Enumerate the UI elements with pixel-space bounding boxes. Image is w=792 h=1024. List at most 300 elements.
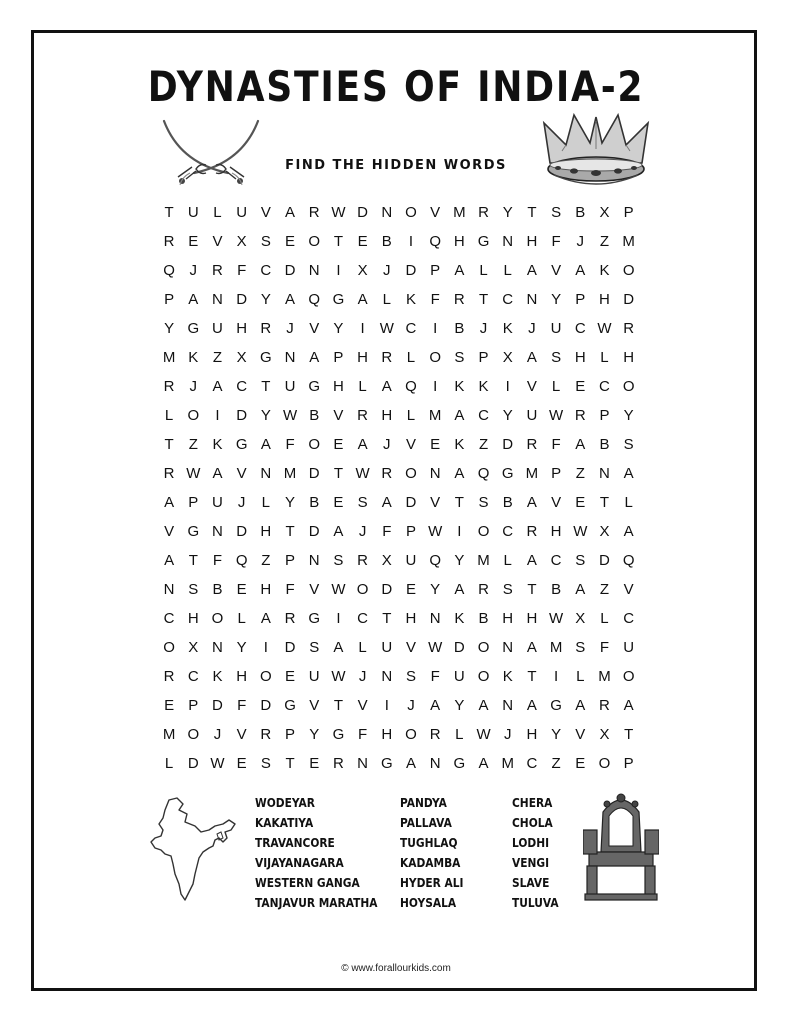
grid-letter[interactable]: O bbox=[598, 755, 611, 772]
grid-letter[interactable]: A bbox=[526, 639, 537, 656]
grid-letter[interactable]: M bbox=[549, 639, 563, 656]
grid-letter[interactable]: K bbox=[188, 349, 199, 366]
grid-letter[interactable]: F bbox=[237, 697, 247, 714]
grid-letter[interactable]: U bbox=[526, 407, 538, 424]
grid-letter[interactable]: R bbox=[260, 726, 272, 743]
grid-letter[interactable]: D bbox=[623, 291, 635, 308]
grid-letter[interactable]: U bbox=[212, 494, 223, 511]
grid-letter[interactable]: E bbox=[236, 755, 247, 772]
grid-letter[interactable]: X bbox=[357, 262, 368, 279]
grid-letter[interactable]: H bbox=[405, 610, 417, 627]
grid-letter[interactable]: D bbox=[453, 639, 465, 656]
grid-letter[interactable]: K bbox=[599, 262, 610, 279]
grid-letter[interactable]: R bbox=[478, 204, 489, 221]
grid-letter[interactable]: A bbox=[405, 755, 416, 772]
grid-letter[interactable]: Q bbox=[308, 291, 321, 308]
grid-letter[interactable]: K bbox=[212, 668, 223, 685]
grid-letter[interactable]: C bbox=[599, 378, 610, 395]
grid-letter[interactable]: I bbox=[457, 523, 462, 540]
grid-letter[interactable]: B bbox=[212, 581, 223, 598]
grid-letter[interactable]: W bbox=[573, 523, 588, 540]
grid-letter[interactable]: N bbox=[212, 291, 223, 308]
grid-letter[interactable]: S bbox=[575, 639, 586, 656]
grid-letter[interactable]: I bbox=[408, 233, 414, 250]
grid-letter[interactable]: K bbox=[454, 378, 465, 395]
grid-letter[interactable]: L bbox=[382, 291, 391, 308]
grid-letter[interactable]: G bbox=[308, 378, 321, 395]
grid-letter[interactable]: H bbox=[187, 610, 199, 627]
grid-letter[interactable]: H bbox=[332, 378, 344, 395]
grid-letter[interactable]: V bbox=[357, 697, 368, 714]
grid-letter[interactable]: J bbox=[237, 494, 246, 511]
grid-letter[interactable]: G bbox=[308, 610, 321, 627]
grid-letter[interactable]: W bbox=[186, 465, 201, 482]
grid-letter[interactable]: V bbox=[309, 581, 320, 598]
grid-letter[interactable]: R bbox=[260, 320, 272, 337]
grid-letter[interactable]: J bbox=[358, 668, 367, 685]
grid-letter[interactable]: C bbox=[405, 320, 417, 337]
grid-letter[interactable]: G bbox=[332, 726, 345, 743]
grid-letter[interactable]: T bbox=[599, 494, 610, 511]
grid-letter[interactable]: G bbox=[187, 320, 200, 337]
grid-letter[interactable]: W bbox=[379, 320, 394, 337]
grid-letter[interactable]: Q bbox=[163, 262, 175, 279]
grid-letter[interactable]: O bbox=[477, 668, 490, 685]
grid-letter[interactable]: N bbox=[381, 668, 393, 685]
grid-letter[interactable]: W bbox=[355, 465, 370, 482]
grid-letter[interactable]: U bbox=[187, 204, 199, 221]
grid-letter[interactable]: G bbox=[453, 755, 466, 772]
grid-letter[interactable]: F bbox=[212, 552, 223, 569]
grid-letter[interactable]: D bbox=[357, 204, 369, 221]
grid-letter[interactable]: N bbox=[284, 349, 296, 366]
grid-letter[interactable]: L bbox=[551, 378, 561, 395]
grid-letter[interactable]: V bbox=[309, 320, 320, 337]
grid-letter[interactable]: O bbox=[308, 233, 321, 250]
grid-letter[interactable]: C bbox=[526, 755, 538, 772]
grid-letter[interactable]: Y bbox=[236, 639, 247, 656]
grid-letter[interactable]: P bbox=[575, 291, 586, 308]
grid-letter[interactable]: G bbox=[380, 755, 393, 772]
grid-letter[interactable]: F bbox=[551, 233, 561, 250]
grid-letter[interactable]: S bbox=[575, 552, 586, 569]
grid-letter[interactable]: U bbox=[405, 552, 417, 569]
grid-letter[interactable]: G bbox=[477, 233, 490, 250]
grid-letter[interactable]: M bbox=[525, 465, 539, 482]
grid-letter[interactable]: Y bbox=[430, 581, 441, 598]
grid-letter[interactable]: R bbox=[357, 552, 369, 569]
grid-letter[interactable]: N bbox=[260, 465, 272, 482]
grid-letter[interactable]: Z bbox=[575, 465, 585, 482]
grid-letter[interactable]: T bbox=[285, 523, 295, 540]
grid-letter[interactable]: X bbox=[502, 349, 513, 366]
grid-letter[interactable]: L bbox=[624, 494, 633, 511]
grid-letter[interactable]: R bbox=[599, 697, 610, 714]
grid-letter[interactable]: C bbox=[623, 610, 635, 627]
grid-letter[interactable]: I bbox=[505, 378, 510, 395]
grid-letter[interactable]: L bbox=[479, 262, 488, 279]
grid-letter[interactable]: E bbox=[285, 668, 296, 685]
grid-letter[interactable]: A bbox=[478, 697, 489, 714]
grid-letter[interactable]: F bbox=[430, 668, 440, 685]
grid-letter[interactable]: D bbox=[260, 697, 272, 714]
grid-letter[interactable]: Q bbox=[622, 552, 635, 569]
grid-letter[interactable]: Y bbox=[260, 407, 271, 424]
grid-letter[interactable]: W bbox=[549, 407, 564, 424]
grid-letter[interactable]: C bbox=[260, 262, 272, 279]
grid-letter[interactable]: V bbox=[526, 378, 537, 395]
grid-letter[interactable]: R bbox=[212, 262, 223, 279]
grid-letter[interactable]: Q bbox=[235, 552, 248, 569]
grid-letter[interactable]: H bbox=[526, 233, 538, 250]
grid-letter[interactable]: E bbox=[333, 436, 344, 453]
grid-letter[interactable]: A bbox=[164, 494, 175, 511]
grid-letter[interactable]: M bbox=[453, 204, 466, 221]
grid-letter[interactable]: N bbox=[308, 262, 320, 279]
grid-letter[interactable]: N bbox=[212, 639, 223, 656]
grid-letter[interactable]: N bbox=[163, 581, 175, 598]
grid-letter[interactable]: K bbox=[502, 668, 513, 685]
grid-letter[interactable]: T bbox=[527, 581, 537, 598]
grid-letter[interactable]: T bbox=[261, 378, 271, 395]
grid-letter[interactable]: O bbox=[622, 262, 635, 279]
grid-letter[interactable]: V bbox=[236, 465, 247, 482]
grid-letter[interactable]: D bbox=[212, 697, 223, 714]
grid-letter[interactable]: S bbox=[333, 552, 344, 569]
grid-letter[interactable]: V bbox=[430, 494, 441, 511]
grid-letter[interactable]: N bbox=[381, 204, 393, 221]
grid-letter[interactable]: A bbox=[454, 262, 465, 279]
grid-letter[interactable]: T bbox=[188, 552, 198, 569]
grid-letter[interactable]: E bbox=[309, 755, 320, 772]
grid-letter[interactable]: V bbox=[405, 639, 416, 656]
grid-letter[interactable]: T bbox=[527, 668, 537, 685]
grid-letter[interactable]: Q bbox=[429, 233, 441, 250]
grid-letter[interactable]: V bbox=[236, 726, 247, 743]
grid-letter[interactable]: S bbox=[623, 436, 634, 453]
grid-letter[interactable]: B bbox=[309, 407, 320, 424]
grid-letter[interactable]: T bbox=[164, 204, 174, 221]
grid-letter[interactable]: E bbox=[188, 233, 199, 250]
grid-letter[interactable]: H bbox=[453, 233, 465, 250]
grid-letter[interactable]: S bbox=[551, 204, 562, 221]
grid-letter[interactable]: P bbox=[405, 523, 416, 540]
grid-letter[interactable]: R bbox=[623, 320, 635, 337]
grid-letter[interactable]: E bbox=[405, 581, 416, 598]
grid-letter[interactable]: L bbox=[164, 755, 174, 772]
grid-letter[interactable]: P bbox=[623, 755, 634, 772]
grid-letter[interactable]: N bbox=[502, 233, 514, 250]
grid-letter[interactable]: D bbox=[599, 552, 610, 569]
grid-letter[interactable]: F bbox=[237, 262, 247, 279]
grid-letter[interactable]: T bbox=[454, 494, 464, 511]
grid-letter[interactable]: S bbox=[551, 349, 562, 366]
grid-letter[interactable]: G bbox=[550, 697, 562, 714]
grid-letter[interactable]: U bbox=[236, 204, 248, 221]
grid-letter[interactable]: A bbox=[333, 523, 344, 540]
grid-letter[interactable]: O bbox=[477, 523, 490, 540]
grid-letter[interactable]: V bbox=[551, 494, 562, 511]
grid-letter[interactable]: R bbox=[526, 523, 538, 540]
grid-letter[interactable]: P bbox=[188, 697, 199, 714]
grid-letter[interactable]: A bbox=[526, 697, 537, 714]
grid-letter[interactable]: L bbox=[503, 552, 512, 569]
grid-letter[interactable]: M bbox=[501, 755, 514, 772]
grid-letter[interactable]: R bbox=[163, 378, 175, 395]
grid-letter[interactable]: H bbox=[599, 291, 610, 308]
grid-letter[interactable]: W bbox=[476, 726, 491, 743]
grid-letter[interactable]: A bbox=[454, 465, 465, 482]
grid-letter[interactable]: L bbox=[600, 349, 609, 366]
grid-letter[interactable]: A bbox=[381, 494, 392, 511]
grid-letter[interactable]: Z bbox=[599, 233, 610, 250]
grid-letter[interactable]: Q bbox=[429, 552, 441, 569]
grid-letter[interactable]: X bbox=[599, 204, 610, 221]
grid-letter[interactable]: W bbox=[210, 755, 225, 772]
grid-letter[interactable]: F bbox=[358, 726, 368, 743]
grid-letter[interactable]: L bbox=[164, 407, 174, 424]
grid-letter[interactable]: M bbox=[428, 407, 442, 424]
grid-letter[interactable]: I bbox=[215, 407, 220, 424]
grid-letter[interactable]: O bbox=[187, 407, 200, 424]
grid-letter[interactable]: C bbox=[236, 378, 248, 395]
grid-letter[interactable]: I bbox=[336, 262, 341, 279]
grid-letter[interactable]: H bbox=[574, 349, 586, 366]
grid-letter[interactable]: I bbox=[360, 320, 365, 337]
grid-letter[interactable]: A bbox=[623, 697, 634, 714]
grid-letter[interactable]: H bbox=[357, 349, 369, 366]
grid-letter[interactable]: L bbox=[600, 610, 609, 627]
grid-letter[interactable]: E bbox=[357, 233, 368, 250]
grid-letter[interactable]: X bbox=[575, 610, 586, 627]
grid-letter[interactable]: D bbox=[187, 755, 199, 772]
grid-letter[interactable]: R bbox=[429, 726, 441, 743]
grid-letter[interactable]: R bbox=[526, 436, 538, 453]
grid-letter[interactable]: R bbox=[284, 610, 296, 627]
grid-letter[interactable]: Q bbox=[477, 465, 490, 482]
grid-letter[interactable]: R bbox=[332, 755, 344, 772]
grid-letter[interactable]: C bbox=[478, 407, 489, 424]
grid-letter[interactable]: Y bbox=[285, 494, 296, 511]
grid-letter[interactable]: O bbox=[622, 378, 635, 395]
grid-letter[interactable]: Z bbox=[261, 552, 271, 569]
grid-letter[interactable]: P bbox=[188, 494, 199, 511]
grid-letter[interactable]: H bbox=[550, 523, 562, 540]
grid-letter[interactable]: P bbox=[333, 349, 344, 366]
grid-letter[interactable]: Y bbox=[260, 291, 271, 308]
grid-letter[interactable]: H bbox=[260, 523, 272, 540]
grid-letter[interactable]: A bbox=[333, 639, 344, 656]
grid-letter[interactable]: E bbox=[285, 233, 296, 250]
grid-letter[interactable]: J bbox=[503, 726, 512, 743]
grid-letter[interactable]: S bbox=[357, 494, 368, 511]
grid-letter[interactable]: Y bbox=[502, 407, 513, 424]
grid-letter[interactable]: A bbox=[212, 378, 223, 395]
grid-letter[interactable]: G bbox=[235, 436, 248, 453]
grid-letter[interactable]: C bbox=[502, 291, 514, 308]
grid-letter[interactable]: Y bbox=[502, 204, 513, 221]
grid-letter[interactable]: G bbox=[260, 349, 272, 366]
grid-letter[interactable]: S bbox=[454, 349, 465, 366]
grid-letter[interactable]: F bbox=[285, 581, 295, 598]
grid-letter[interactable]: I bbox=[384, 697, 389, 714]
grid-letter[interactable]: O bbox=[477, 639, 490, 656]
grid-letter[interactable]: T bbox=[382, 610, 392, 627]
grid-letter[interactable]: Z bbox=[599, 581, 610, 598]
grid-letter[interactable]: Y bbox=[164, 320, 175, 337]
grid-letter[interactable]: S bbox=[405, 668, 416, 685]
grid-letter[interactable]: C bbox=[163, 610, 175, 627]
grid-letter[interactable]: B bbox=[309, 494, 320, 511]
grid-letter[interactable]: L bbox=[213, 204, 222, 221]
grid-letter[interactable]: A bbox=[309, 349, 320, 366]
grid-letter[interactable]: C bbox=[574, 320, 586, 337]
grid-letter[interactable]: D bbox=[405, 494, 417, 511]
grid-letter[interactable]: A bbox=[260, 610, 271, 627]
grid-letter[interactable]: U bbox=[550, 320, 562, 337]
grid-letter[interactable]: V bbox=[405, 436, 416, 453]
grid-letter[interactable]: O bbox=[405, 726, 417, 743]
grid-letter[interactable]: Z bbox=[212, 349, 223, 366]
grid-letter[interactable]: D bbox=[236, 523, 248, 540]
grid-letter[interactable]: H bbox=[236, 320, 248, 337]
grid-letter[interactable]: B bbox=[454, 320, 465, 337]
grid-letter[interactable]: N bbox=[429, 755, 441, 772]
grid-letter[interactable]: L bbox=[576, 668, 585, 685]
grid-letter[interactable]: H bbox=[526, 610, 538, 627]
grid-letter[interactable]: T bbox=[164, 436, 174, 453]
grid-letter[interactable]: O bbox=[622, 668, 635, 685]
grid-letter[interactable]: H bbox=[526, 726, 538, 743]
grid-letter[interactable]: H bbox=[260, 581, 272, 598]
grid-letter[interactable]: W bbox=[331, 204, 346, 221]
grid-letter[interactable]: L bbox=[261, 494, 271, 511]
grid-letter[interactable]: J bbox=[213, 726, 222, 743]
grid-letter[interactable]: A bbox=[575, 436, 586, 453]
grid-letter[interactable]: D bbox=[236, 291, 248, 308]
grid-letter[interactable]: L bbox=[406, 349, 416, 366]
grid-letter[interactable]: Y bbox=[551, 726, 562, 743]
grid-letter[interactable]: K bbox=[502, 320, 513, 337]
grid-letter[interactable]: U bbox=[284, 378, 296, 395]
grid-letter[interactable]: G bbox=[284, 697, 296, 714]
grid-letter[interactable]: Y bbox=[623, 407, 634, 424]
grid-letter[interactable]: N bbox=[429, 610, 441, 627]
grid-letter[interactable]: D bbox=[502, 436, 514, 453]
grid-letter[interactable]: L bbox=[455, 726, 464, 743]
grid-letter[interactable]: V bbox=[260, 204, 271, 221]
grid-letter[interactable]: J bbox=[286, 320, 294, 337]
grid-letter[interactable]: T bbox=[333, 465, 343, 482]
grid-letter[interactable]: N bbox=[212, 523, 223, 540]
grid-letter[interactable]: X bbox=[236, 349, 247, 366]
grid-letter[interactable]: T bbox=[478, 291, 489, 308]
grid-letter[interactable]: K bbox=[454, 436, 465, 453]
grid-letter[interactable]: N bbox=[599, 465, 610, 482]
grid-letter[interactable]: P bbox=[430, 262, 441, 279]
grid-letter[interactable]: U bbox=[308, 668, 320, 685]
grid-letter[interactable]: V bbox=[575, 726, 586, 743]
grid-letter[interactable]: E bbox=[575, 494, 586, 511]
grid-letter[interactable]: W bbox=[428, 523, 443, 540]
grid-letter[interactable]: B bbox=[502, 494, 513, 511]
grid-letter[interactable]: Y bbox=[454, 697, 465, 714]
grid-letter[interactable]: R bbox=[308, 204, 320, 221]
grid-letter[interactable]: T bbox=[333, 697, 343, 714]
grid-letter[interactable]: K bbox=[405, 291, 416, 308]
grid-letter[interactable]: I bbox=[336, 610, 341, 627]
grid-letter[interactable]: S bbox=[478, 494, 489, 511]
grid-letter[interactable]: V bbox=[164, 523, 175, 540]
grid-letter[interactable]: Y bbox=[551, 291, 562, 308]
grid-letter[interactable]: K bbox=[478, 378, 489, 395]
grid-letter[interactable]: R bbox=[163, 233, 175, 250]
grid-letter[interactable]: E bbox=[164, 697, 175, 714]
grid-letter[interactable]: V bbox=[623, 581, 634, 598]
grid-letter[interactable]: A bbox=[285, 204, 296, 221]
grid-letter[interactable]: N bbox=[357, 755, 369, 772]
grid-letter[interactable]: B bbox=[551, 581, 562, 598]
grid-letter[interactable]: S bbox=[309, 639, 320, 656]
grid-letter[interactable]: E bbox=[575, 755, 586, 772]
grid-letter[interactable]: C bbox=[502, 523, 514, 540]
grid-letter[interactable]: O bbox=[429, 349, 441, 366]
grid-letter[interactable]: P bbox=[478, 349, 489, 366]
grid-letter[interactable]: M bbox=[283, 465, 297, 482]
grid-letter[interactable]: Z bbox=[188, 436, 198, 453]
grid-letter[interactable]: S bbox=[260, 755, 271, 772]
grid-letter[interactable]: J bbox=[407, 697, 415, 714]
grid-letter[interactable]: I bbox=[554, 668, 559, 685]
grid-letter[interactable]: O bbox=[356, 581, 369, 598]
grid-letter[interactable]: A bbox=[357, 291, 368, 308]
grid-letter[interactable]: P bbox=[285, 552, 296, 569]
grid-letter[interactable]: A bbox=[212, 465, 223, 482]
grid-letter[interactable]: D bbox=[308, 523, 320, 540]
grid-letter[interactable]: L bbox=[358, 639, 367, 656]
grid-letter[interactable]: P bbox=[164, 291, 175, 308]
grid-letter[interactable]: W bbox=[428, 639, 443, 656]
grid-letter[interactable]: G bbox=[501, 465, 514, 482]
grid-letter[interactable]: O bbox=[163, 639, 175, 656]
grid-letter[interactable]: S bbox=[502, 581, 513, 598]
grid-letter[interactable]: J bbox=[383, 436, 391, 453]
grid-letter[interactable]: O bbox=[187, 726, 200, 743]
grid-letter[interactable]: V bbox=[212, 233, 223, 250]
grid-letter[interactable]: Z bbox=[551, 755, 561, 772]
grid-letter[interactable]: Y bbox=[454, 552, 465, 569]
grid-letter[interactable]: H bbox=[236, 668, 248, 685]
grid-letter[interactable]: W bbox=[331, 581, 346, 598]
grid-letter[interactable]: U bbox=[623, 639, 635, 656]
grid-letter[interactable]: O bbox=[405, 204, 417, 221]
grid-letter[interactable]: D bbox=[284, 639, 296, 656]
grid-letter[interactable]: H bbox=[623, 349, 635, 366]
grid-letter[interactable]: E bbox=[430, 436, 441, 453]
grid-letter[interactable]: J bbox=[528, 320, 536, 337]
grid-letter[interactable]: V bbox=[430, 204, 441, 221]
grid-letter[interactable]: L bbox=[237, 610, 246, 627]
grid-letter[interactable]: U bbox=[212, 320, 223, 337]
grid-letter[interactable]: A bbox=[285, 291, 296, 308]
grid-letter[interactable]: J bbox=[576, 233, 585, 250]
grid-letter[interactable]: A bbox=[357, 436, 368, 453]
grid-letter[interactable]: I bbox=[433, 378, 438, 395]
grid-letter[interactable]: B bbox=[381, 233, 392, 250]
grid-letter[interactable]: F bbox=[430, 291, 440, 308]
grid-letter[interactable]: G bbox=[187, 523, 200, 540]
grid-letter[interactable]: W bbox=[597, 320, 612, 337]
